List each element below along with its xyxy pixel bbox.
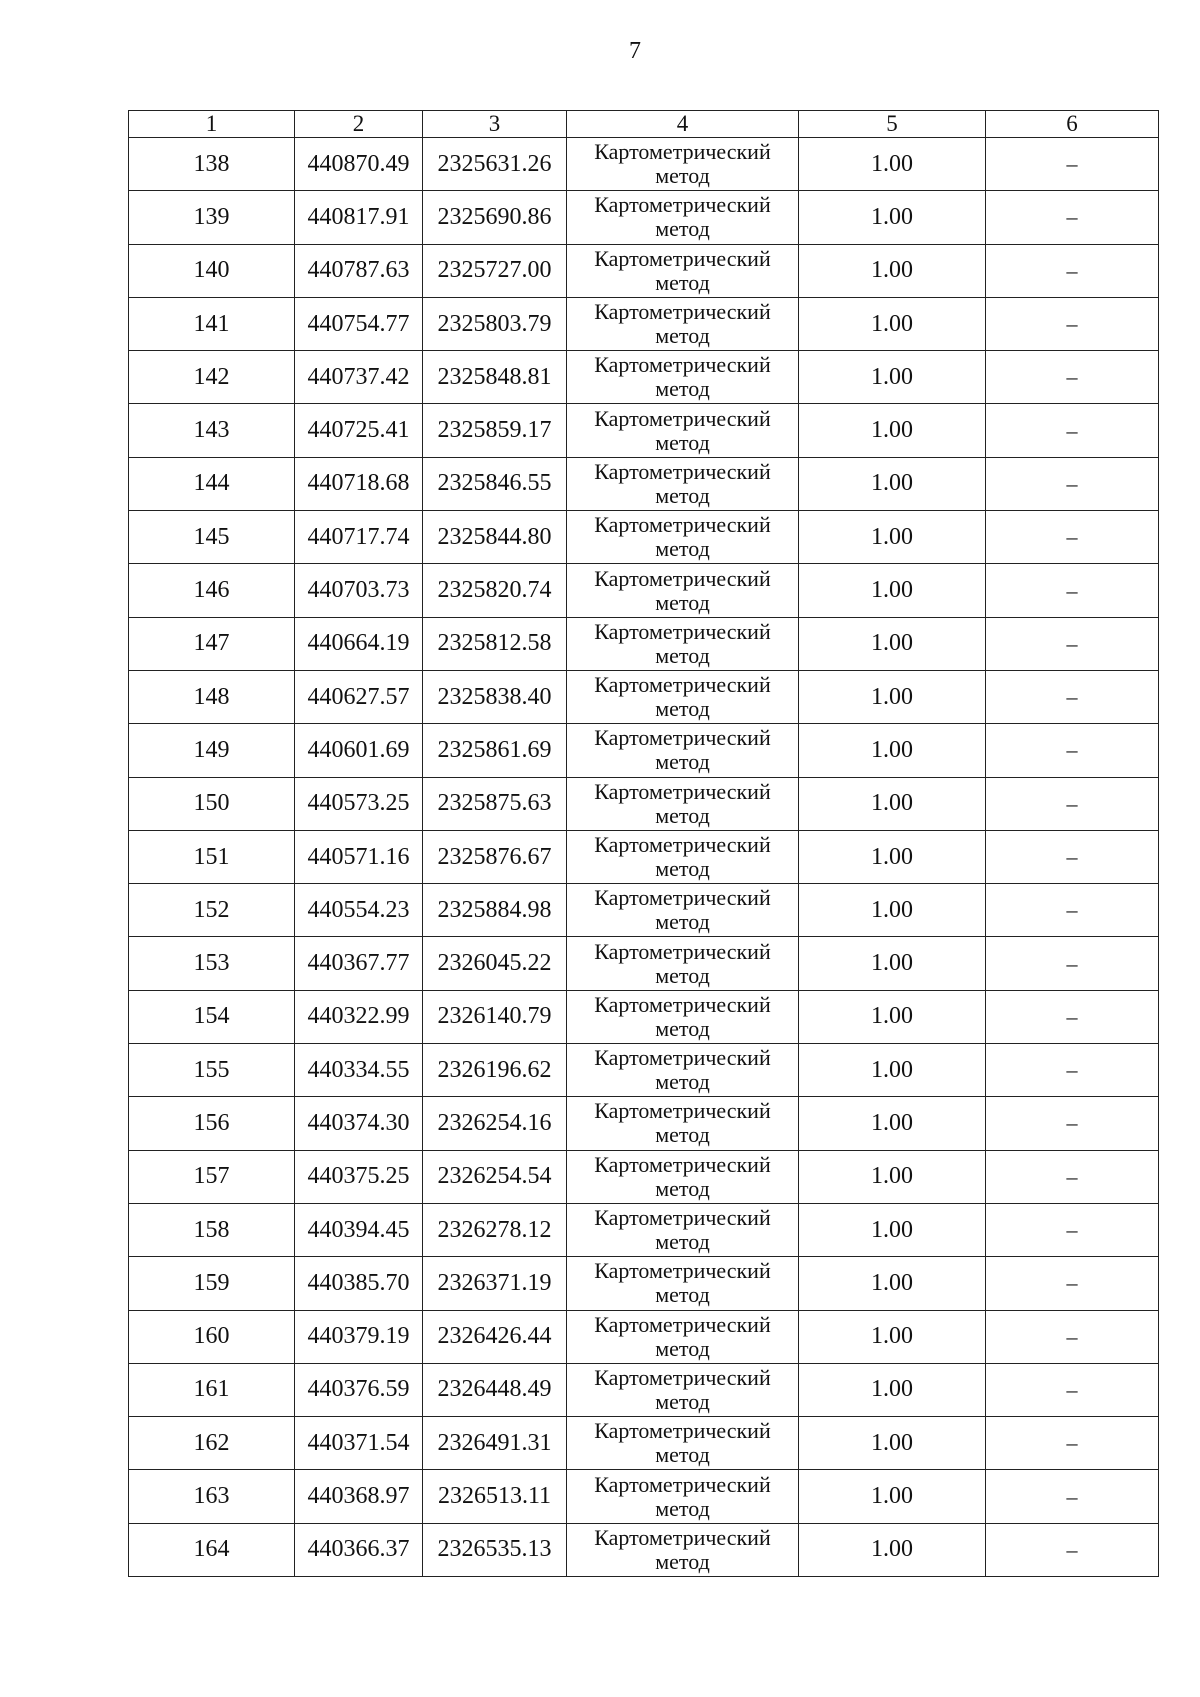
table-row [129, 777, 1159, 830]
accuracy-cell: 1.00 [799, 724, 986, 777]
method-line-1: Картометрический [594, 885, 771, 911]
point-number-cell: 149 [129, 724, 295, 777]
table-row [129, 297, 1159, 350]
method-line-1: Картометрический [594, 1258, 771, 1284]
x-coordinate-cell: 440725.41 [295, 404, 423, 457]
method-line-2: метод [655, 1548, 710, 1574]
method-line-2: метод [655, 909, 710, 935]
y-coordinate-cell: 2326254.54 [423, 1150, 567, 1203]
method-line-1: Картометрический [594, 778, 771, 804]
accuracy-cell: 1.00 [799, 1470, 986, 1523]
y-coordinate-cell: 2325727.00 [423, 244, 567, 297]
accuracy-cell: 1.00 [799, 1044, 986, 1097]
note-cell: – [986, 138, 1159, 191]
method-cell [567, 511, 799, 564]
table-body [129, 138, 1159, 1577]
method-cell [567, 1470, 799, 1523]
accuracy-cell: 1.00 [799, 1417, 986, 1470]
accuracy-cell: 1.00 [799, 937, 986, 990]
method-line-1: Картометрический [594, 1151, 771, 1177]
table-row [129, 564, 1159, 617]
x-coordinate-cell: 440571.16 [295, 830, 423, 883]
table-row [129, 884, 1159, 937]
accuracy-cell: 1.00 [799, 990, 986, 1043]
method-cell [567, 1417, 799, 1470]
accuracy-cell: 1.00 [799, 191, 986, 244]
method-cell [567, 1203, 799, 1256]
point-number-cell: 145 [129, 511, 295, 564]
y-coordinate-cell: 2325848.81 [423, 351, 567, 404]
method-line-2: метод [655, 802, 710, 828]
x-coordinate-cell: 440573.25 [295, 777, 423, 830]
method-line-2: метод [655, 642, 710, 668]
point-number-cell: 164 [129, 1523, 295, 1576]
note-cell: – [986, 777, 1159, 830]
y-coordinate-cell: 2325884.98 [423, 884, 567, 937]
table-header [129, 111, 1159, 138]
accuracy-cell: 1.00 [799, 884, 986, 937]
method-line-1: Картометрический [594, 618, 771, 644]
accuracy-cell: 1.00 [799, 138, 986, 191]
point-number-cell: 146 [129, 564, 295, 617]
note-cell: – [986, 244, 1159, 297]
point-number-cell: 140 [129, 244, 295, 297]
method-cell [567, 937, 799, 990]
method-line-1: Картометрический [594, 938, 771, 964]
method-line-1: Картометрический [594, 1524, 771, 1550]
table-row [129, 724, 1159, 777]
method-line-2: метод [655, 1442, 710, 1468]
x-coordinate-cell: 440817.91 [295, 191, 423, 244]
y-coordinate-cell: 2325859.17 [423, 404, 567, 457]
x-coordinate-cell: 440554.23 [295, 884, 423, 937]
point-number-cell: 161 [129, 1363, 295, 1416]
method-cell [567, 1097, 799, 1150]
x-coordinate-cell: 440717.74 [295, 511, 423, 564]
method-line-2: метод [655, 429, 710, 455]
method-line-1: Картометрический [594, 832, 771, 857]
column-header-6: 6 [986, 111, 1159, 138]
method-cell [567, 990, 799, 1043]
point-number-cell: 153 [129, 937, 295, 990]
accuracy-cell: 1.00 [799, 670, 986, 723]
column-header-2: 2 [295, 111, 423, 138]
point-number-cell: 157 [129, 1150, 295, 1203]
method-line-2: метод [655, 1495, 710, 1521]
method-line-2: метод [655, 962, 710, 988]
accuracy-cell: 1.00 [799, 1363, 986, 1416]
table-row [129, 1470, 1159, 1523]
y-coordinate-cell: 2326140.79 [423, 990, 567, 1043]
column-header-3: 3 [423, 111, 567, 138]
method-line-2: метод [655, 589, 710, 615]
y-coordinate-cell: 2326196.62 [423, 1044, 567, 1097]
x-coordinate-cell: 440385.70 [295, 1257, 423, 1310]
accuracy-cell: 1.00 [799, 457, 986, 510]
accuracy-cell: 1.00 [799, 351, 986, 404]
y-coordinate-cell: 2326045.22 [423, 937, 567, 990]
method-cell [567, 670, 799, 723]
accuracy-cell: 1.00 [799, 244, 986, 297]
note-cell: – [986, 1044, 1159, 1097]
y-coordinate-cell: 2325812.58 [423, 617, 567, 670]
x-coordinate-cell: 440737.42 [295, 351, 423, 404]
note-cell: – [986, 1097, 1159, 1150]
point-number-cell: 156 [129, 1097, 295, 1150]
table-row [129, 351, 1159, 404]
method-line-2: метод [655, 216, 710, 242]
method-line-1: Картометрический [594, 1364, 771, 1390]
accuracy-cell: 1.00 [799, 511, 986, 564]
table-row [129, 404, 1159, 457]
note-cell: – [986, 937, 1159, 990]
method-cell [567, 884, 799, 937]
method-line-2: метод [655, 323, 710, 349]
x-coordinate-cell: 440379.19 [295, 1310, 423, 1363]
point-number-cell: 148 [129, 670, 295, 723]
point-number-cell: 150 [129, 777, 295, 830]
accuracy-cell: 1.00 [799, 1523, 986, 1576]
method-line-1: Картометрический [594, 1418, 771, 1444]
table-row [129, 138, 1159, 191]
method-cell [567, 830, 799, 883]
method-line-2: метод [655, 696, 710, 722]
method-line-1: Картометрический [594, 1045, 771, 1071]
point-number-cell: 142 [129, 351, 295, 404]
x-coordinate-cell: 440754.77 [295, 297, 423, 350]
x-coordinate-cell: 440787.63 [295, 244, 423, 297]
y-coordinate-cell: 2326254.16 [423, 1097, 567, 1150]
method-line-2: метод [655, 1069, 710, 1095]
y-coordinate-cell: 2326535.13 [423, 1523, 567, 1576]
method-line-2: метод [655, 536, 710, 562]
y-coordinate-cell: 2325846.55 [423, 457, 567, 510]
x-coordinate-cell: 440718.68 [295, 457, 423, 510]
method-line-1: Картометрический [594, 405, 771, 431]
method-cell [567, 724, 799, 777]
note-cell: – [986, 617, 1159, 670]
method-cell [567, 1150, 799, 1203]
y-coordinate-cell: 2325844.80 [423, 511, 567, 564]
y-coordinate-cell: 2325876.67 [423, 830, 567, 883]
table-row [129, 670, 1159, 723]
point-number-cell: 159 [129, 1257, 295, 1310]
method-line-1: Картометрический [594, 352, 771, 378]
x-coordinate-cell: 440376.59 [295, 1363, 423, 1416]
accuracy-cell: 1.00 [799, 1310, 986, 1363]
method-line-1: Картометрический [594, 139, 771, 165]
x-coordinate-cell: 440870.49 [295, 138, 423, 191]
note-cell: – [986, 884, 1159, 937]
x-coordinate-cell: 440334.55 [295, 1044, 423, 1097]
table-row [129, 937, 1159, 990]
note-cell: – [986, 297, 1159, 350]
table-row [129, 191, 1159, 244]
y-coordinate-cell: 2325838.40 [423, 670, 567, 723]
note-cell: – [986, 1470, 1159, 1523]
x-coordinate-cell: 440664.19 [295, 617, 423, 670]
point-number-cell: 151 [129, 830, 295, 883]
method-line-2: метод [655, 163, 710, 189]
point-number-cell: 139 [129, 191, 295, 244]
accuracy-cell: 1.00 [799, 1257, 986, 1310]
table-row [129, 457, 1159, 510]
note-cell: – [986, 670, 1159, 723]
y-coordinate-cell: 2325803.79 [423, 297, 567, 350]
method-line-1: Картометрический [594, 458, 771, 484]
method-line-1: Картометрический [594, 192, 771, 218]
y-coordinate-cell: 2325875.63 [423, 777, 567, 830]
point-number-cell: 154 [129, 990, 295, 1043]
note-cell: – [986, 564, 1159, 617]
method-line-2: метод [655, 856, 710, 881]
method-cell [567, 457, 799, 510]
method-line-2: метод [655, 1122, 710, 1148]
point-number-cell: 143 [129, 404, 295, 457]
y-coordinate-cell: 2326513.11 [423, 1470, 567, 1523]
method-line-2: метод [655, 749, 710, 775]
point-number-cell: 160 [129, 1310, 295, 1363]
x-coordinate-cell: 440703.73 [295, 564, 423, 617]
method-line-1: Картометрический [594, 512, 771, 538]
table-row [129, 830, 1159, 883]
point-number-cell: 141 [129, 297, 295, 350]
method-cell [567, 191, 799, 244]
accuracy-cell: 1.00 [799, 1150, 986, 1203]
point-number-cell: 138 [129, 138, 295, 191]
point-number-cell: 163 [129, 1470, 295, 1523]
method-line-1: Картометрический [594, 725, 771, 751]
point-number-cell: 144 [129, 457, 295, 510]
table-row [129, 1417, 1159, 1470]
accuracy-cell: 1.00 [799, 564, 986, 617]
y-coordinate-cell: 2326448.49 [423, 1363, 567, 1416]
note-cell: – [986, 351, 1159, 404]
method-line-1: Картометрический [594, 1205, 771, 1231]
y-coordinate-cell: 2326491.31 [423, 1417, 567, 1470]
x-coordinate-cell: 440627.57 [295, 670, 423, 723]
method-line-1: Картометрический [594, 565, 771, 591]
method-cell [567, 1363, 799, 1416]
method-line-2: метод [655, 1015, 710, 1041]
x-coordinate-cell: 440374.30 [295, 1097, 423, 1150]
method-cell [567, 1310, 799, 1363]
method-line-1: Картометрический [594, 1098, 771, 1124]
table-row [129, 1203, 1159, 1256]
note-cell: – [986, 1310, 1159, 1363]
y-coordinate-cell: 2326426.44 [423, 1310, 567, 1363]
note-cell: – [986, 511, 1159, 564]
column-header-4: 4 [567, 111, 799, 138]
point-number-cell: 162 [129, 1417, 295, 1470]
note-cell: – [986, 830, 1159, 883]
method-cell [567, 1523, 799, 1576]
column-header-5: 5 [799, 111, 986, 138]
method-cell [567, 1044, 799, 1097]
table-row [129, 511, 1159, 564]
method-line-1: Картометрический [594, 1471, 771, 1497]
method-line-2: метод [655, 1282, 710, 1308]
note-cell: – [986, 1203, 1159, 1256]
note-cell: – [986, 1150, 1159, 1203]
x-coordinate-cell: 440375.25 [295, 1150, 423, 1203]
method-cell [567, 404, 799, 457]
method-cell [567, 244, 799, 297]
coordinates-table [128, 110, 1159, 1577]
note-cell: – [986, 1257, 1159, 1310]
table-row [129, 1310, 1159, 1363]
method-line-1: Картометрический [594, 991, 771, 1017]
table-row [129, 1150, 1159, 1203]
method-cell [567, 138, 799, 191]
note-cell: – [986, 1363, 1159, 1416]
method-line-2: метод [655, 1388, 710, 1414]
y-coordinate-cell: 2325631.26 [423, 138, 567, 191]
note-cell: – [986, 1523, 1159, 1576]
x-coordinate-cell: 440367.77 [295, 937, 423, 990]
note-cell: – [986, 457, 1159, 510]
method-line-1: Картометрический [594, 299, 771, 325]
note-cell: – [986, 404, 1159, 457]
note-cell: – [986, 191, 1159, 244]
accuracy-cell: 1.00 [799, 777, 986, 830]
point-number-cell: 158 [129, 1203, 295, 1256]
table-row [129, 244, 1159, 297]
accuracy-cell: 1.00 [799, 1203, 986, 1256]
y-coordinate-cell: 2325861.69 [423, 724, 567, 777]
page-number: 7 [629, 38, 641, 64]
accuracy-cell: 1.00 [799, 404, 986, 457]
y-coordinate-cell: 2325820.74 [423, 564, 567, 617]
table-row [129, 1523, 1159, 1576]
x-coordinate-cell: 440366.37 [295, 1523, 423, 1576]
method-cell [567, 777, 799, 830]
method-cell [567, 297, 799, 350]
note-cell: – [986, 1417, 1159, 1470]
note-cell: – [986, 724, 1159, 777]
note-cell: – [986, 990, 1159, 1043]
column-header-1: 1 [129, 111, 295, 138]
x-coordinate-cell: 440394.45 [295, 1203, 423, 1256]
x-coordinate-cell: 440368.97 [295, 1470, 423, 1523]
method-line-2: метод [655, 482, 710, 508]
x-coordinate-cell: 440322.99 [295, 990, 423, 1043]
table-row [129, 1044, 1159, 1097]
method-cell [567, 1257, 799, 1310]
method-cell [567, 351, 799, 404]
table-row [129, 1257, 1159, 1310]
method-line-1: Картометрический [594, 245, 771, 271]
accuracy-cell: 1.00 [799, 1097, 986, 1150]
method-cell [567, 617, 799, 670]
method-line-1: Картометрический [594, 1311, 771, 1337]
accuracy-cell: 1.00 [799, 617, 986, 670]
y-coordinate-cell: 2326371.19 [423, 1257, 567, 1310]
x-coordinate-cell: 440371.54 [295, 1417, 423, 1470]
point-number-cell: 155 [129, 1044, 295, 1097]
table-row [129, 617, 1159, 670]
method-line-2: метод [655, 1335, 710, 1361]
x-coordinate-cell: 440601.69 [295, 724, 423, 777]
method-line-1: Картометрический [594, 672, 771, 698]
accuracy-cell: 1.00 [799, 297, 986, 350]
method-cell [567, 564, 799, 617]
method-line-2: метод [655, 376, 710, 402]
y-coordinate-cell: 2325690.86 [423, 191, 567, 244]
point-number-cell: 147 [129, 617, 295, 670]
method-line-2: метод [655, 1229, 710, 1255]
method-line-2: метод [655, 269, 710, 295]
header-row [129, 111, 1159, 138]
table-row [129, 990, 1159, 1043]
point-number-cell: 152 [129, 884, 295, 937]
table-row [129, 1363, 1159, 1416]
accuracy-cell: 1.00 [799, 830, 986, 883]
table-row [129, 1097, 1159, 1150]
method-line-2: метод [655, 1175, 710, 1201]
y-coordinate-cell: 2326278.12 [423, 1203, 567, 1256]
